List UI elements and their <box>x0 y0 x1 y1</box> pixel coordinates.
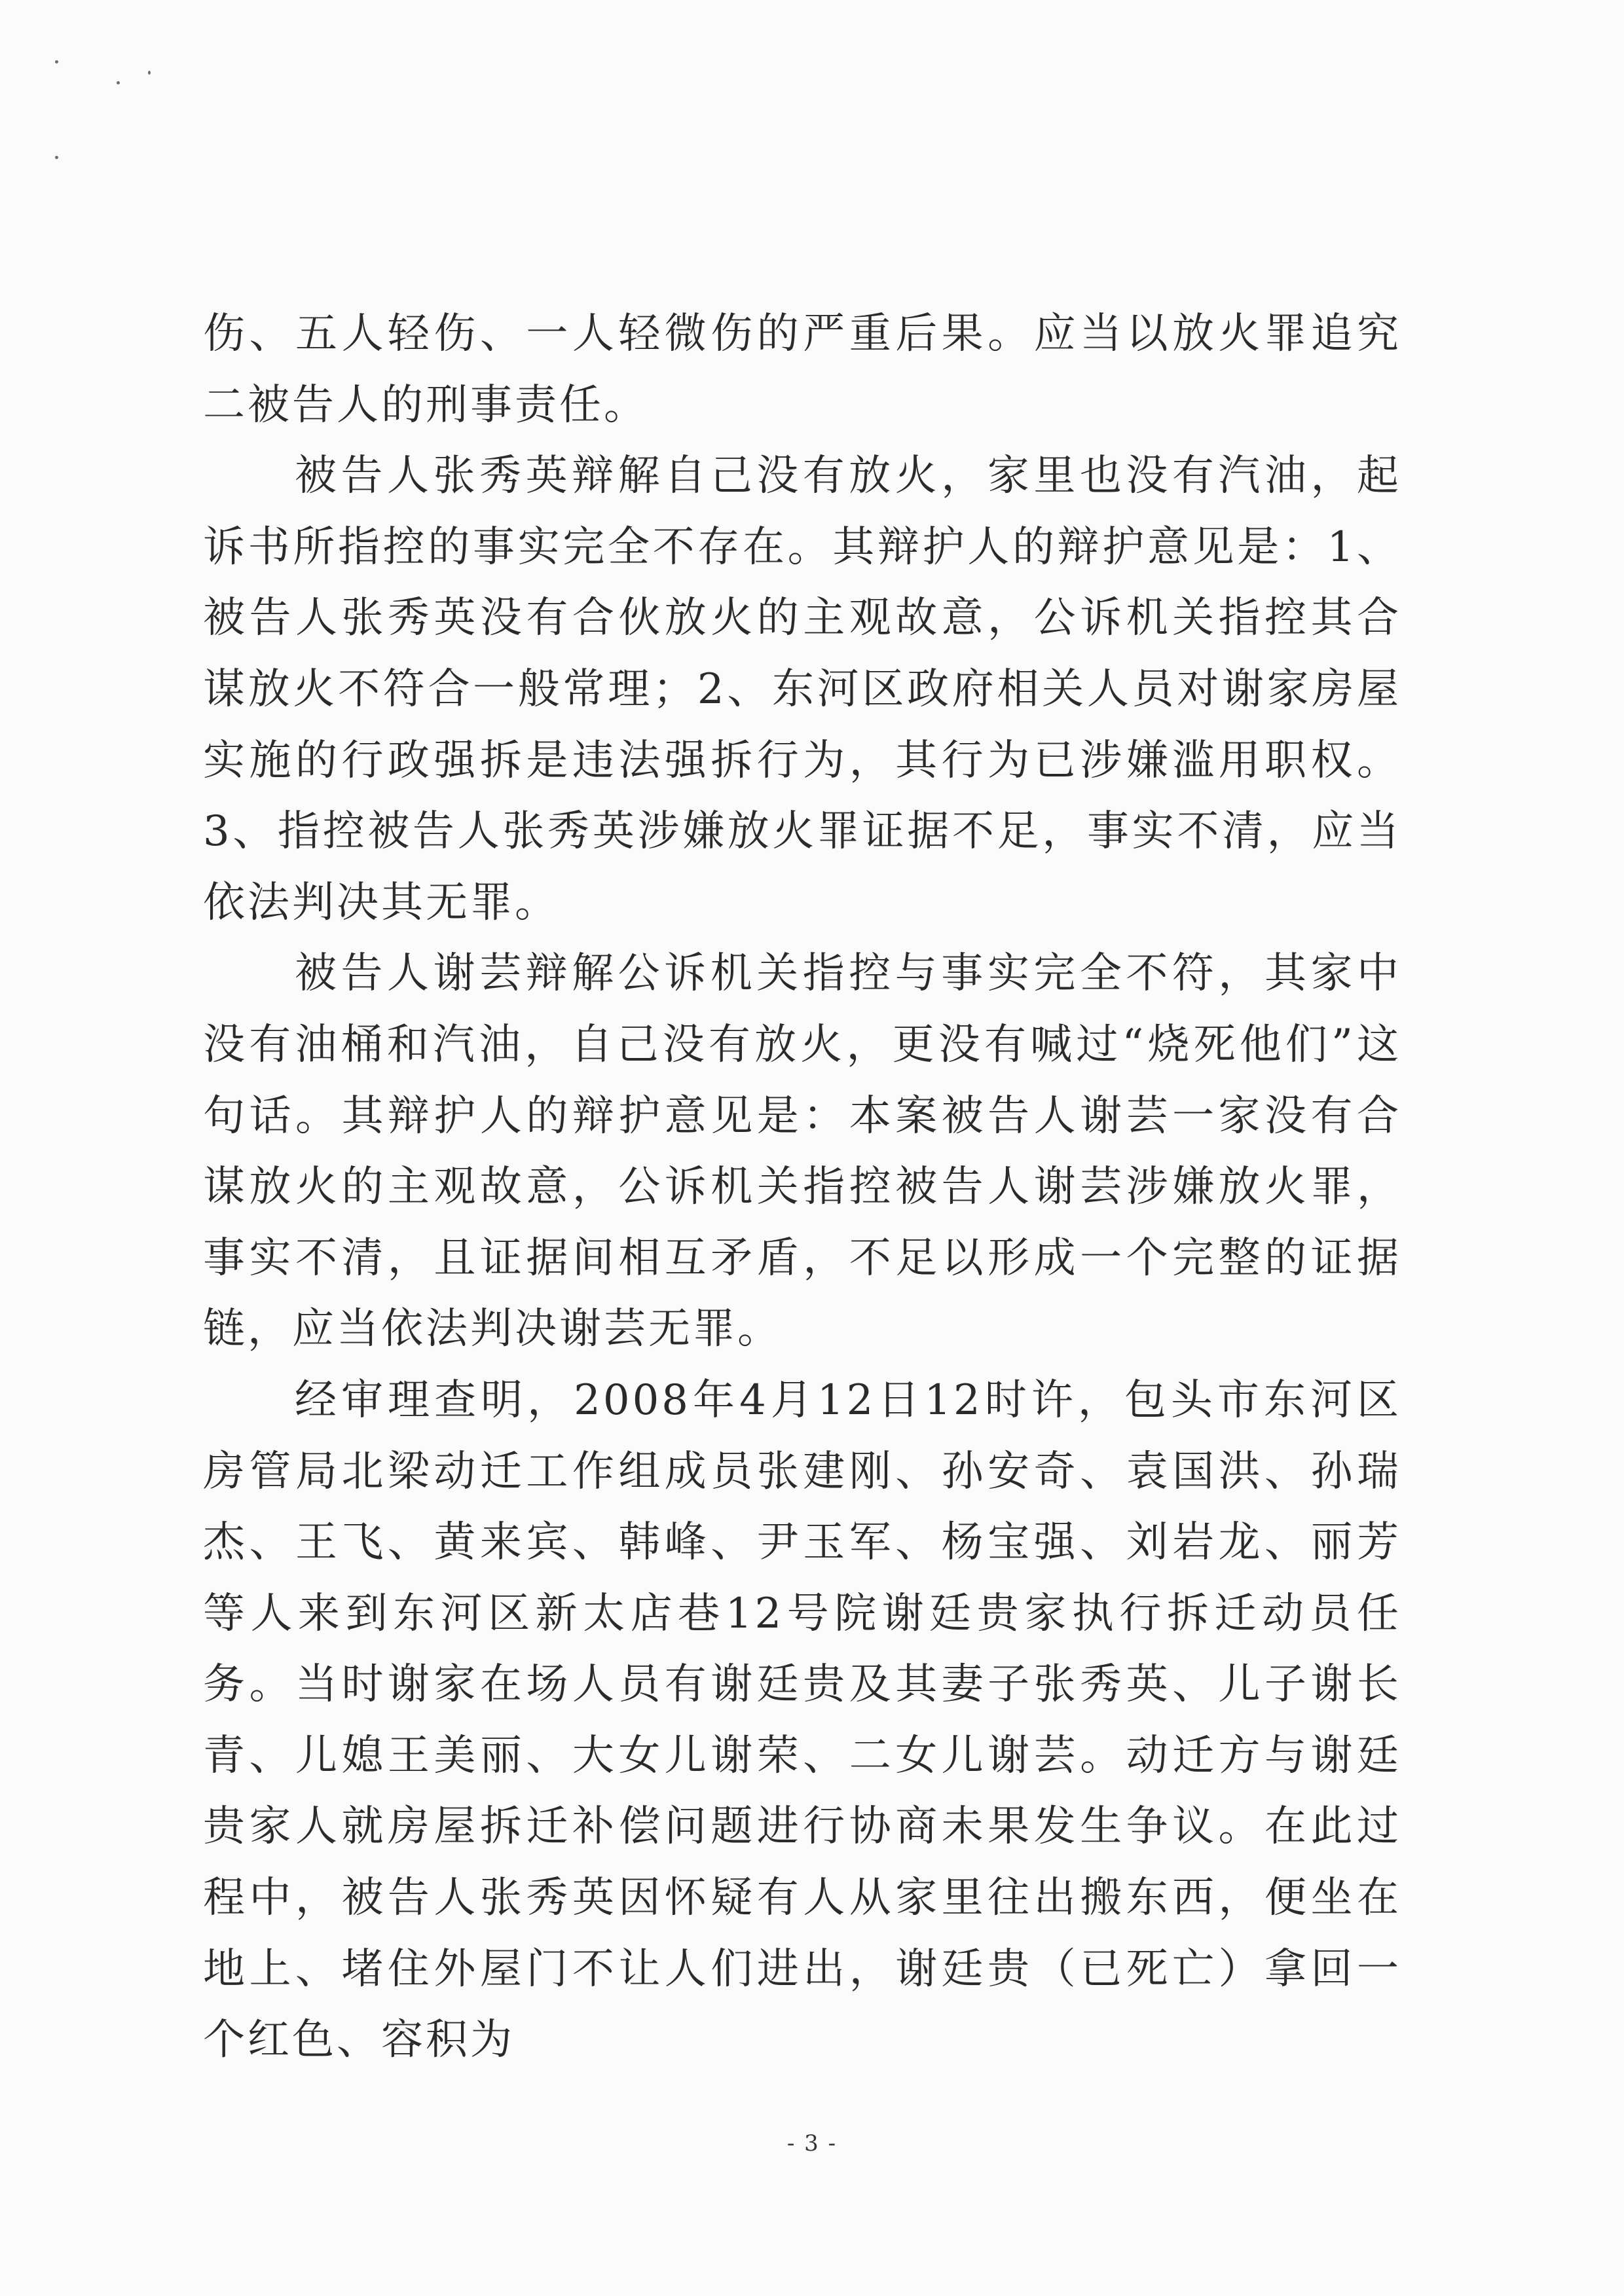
body-text <box>203 299 1401 2076</box>
paragraph-defendant-zhang-defense: 被告人张秀英辩解自己没有放火，家里也没有汽油，起诉书所指控的事实完全不存在。其辩护人的辩护意见是：1、被告人张秀英没有合伙放火的主观故意，公诉机关指控其合谋放火不符合一般常理；2、东河区政府相关人员对谢家房屋实施的行政强拆是违法强拆行为，其行为已涉嫌滥用职权。3、指控被告人张秀英涉嫌放火罪证据不足，事实不清，应当依法判决其无罪。 <box>203 452 1401 927</box>
paragraph-defendant-xie-defense: 被告人谢芸辩解公诉机关指控与事实完全不符，其家中没有油桶和汽油，自己没有放火，更没有喊过“烧死他们”这句话。其辩护人的辩护意见是：本案被告人谢芸一家没有合谋放火的主观故意，公诉机关指控被告人谢芸涉嫌放火罪，事实不清，且证据间相互矛盾，不足以形成一个完整的证据链，应当依法判决谢芸无罪。 <box>203 949 1401 1354</box>
scan-speck <box>148 71 151 75</box>
scan-speck <box>117 81 120 84</box>
paragraph-continuation: 伤、五人轻伤、一人轻微伤的严重后果。应当以放火罪追究二被告人的刑事责任。 <box>203 310 1401 429</box>
scan-speck <box>55 60 58 64</box>
paragraph-facts-found: 经审理查明，2008年4月12日12时许，包头市东河区房管局北梁动迁工作组成员张建刚、孙安奇、袁国洪、孙瑞杰、王飞、黄来宾、韩峰、尹玉军、杨宝强、刘岩龙、丽芳等人来到东河区新太店巷12号院谢廷贵家执行拆迁动员任务。当时谢家在场人员有谢廷贵及其妻子张秀英、儿子谢长青、儿媳王美丽、大女儿谢荣、二女儿谢芸。动迁方与谢廷贵家人就房屋拆迁补偿问题进行协商未果发生争议。在此过程中，被告人张秀英因怀疑有人从家里往出搬东西，便坐在地上、堵住外屋门不让人们进出，谢廷贵（已死亡）拿回一个红色、容积为 <box>203 1376 1401 2065</box>
scan-speck <box>55 156 58 159</box>
page-number: - 3 - <box>786 2130 838 2157</box>
